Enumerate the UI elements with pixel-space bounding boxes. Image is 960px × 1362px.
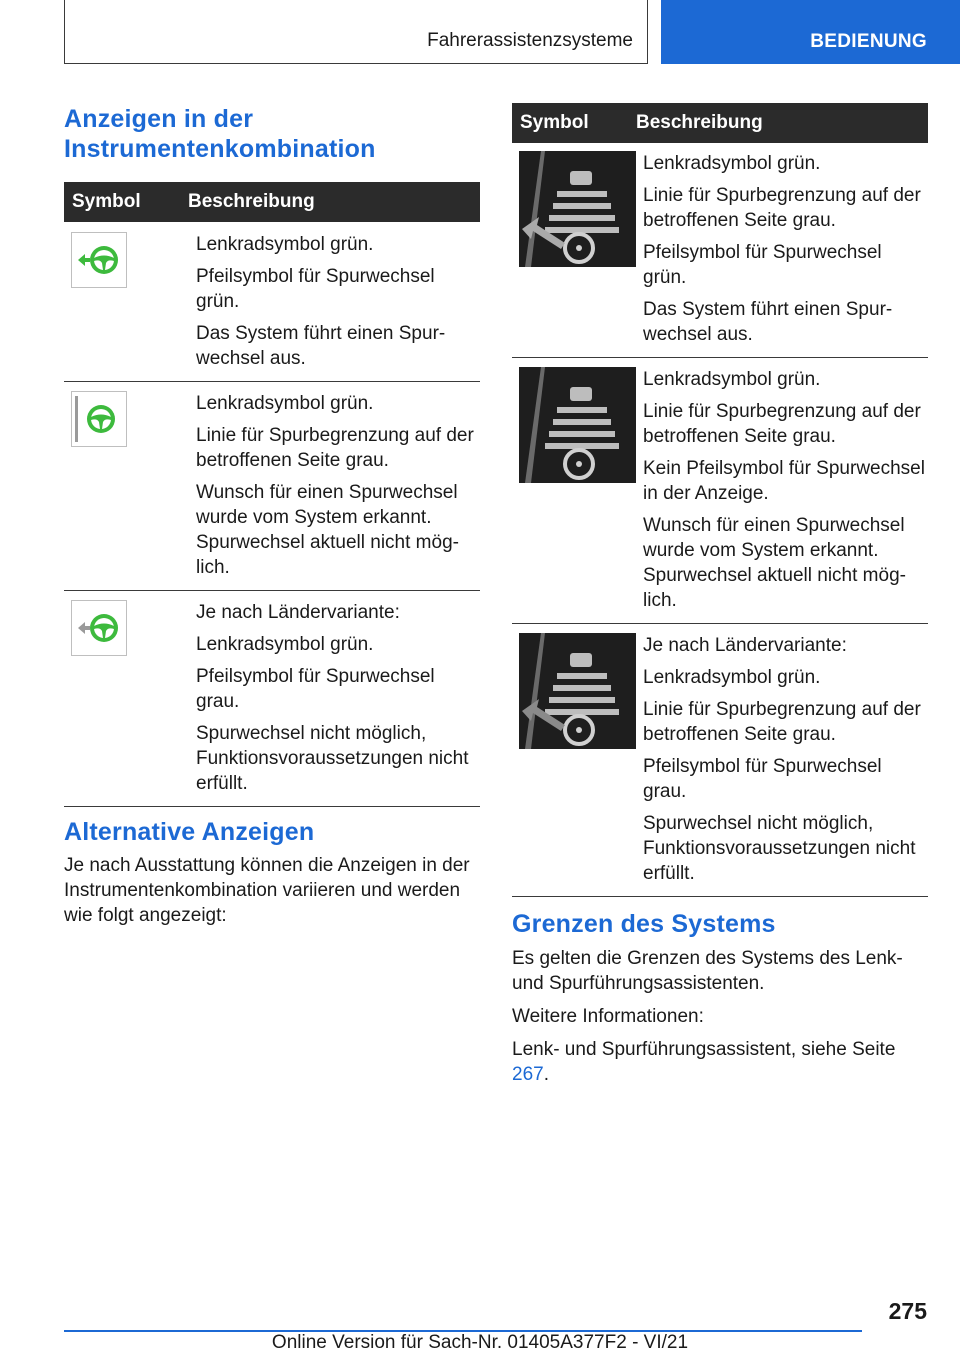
row-line: Je nach Ländervariante: [643, 635, 847, 656]
footer [0, 1332, 960, 1354]
table-row [64, 591, 480, 807]
table-row [512, 143, 928, 358]
row-line: Pfeilsymbol für Spurwechsel grau. [643, 756, 882, 802]
row-line: Spurwechsel nicht möglich, Funktionsvoraussetzungen nicht erfüllt. [196, 723, 469, 794]
header-description: Beschreibung [636, 112, 763, 133]
table-row [64, 222, 480, 382]
table-row [64, 382, 480, 591]
header-description: Beschreibung [188, 191, 315, 212]
table-header [64, 182, 480, 222]
alternative-text: Je nach Ausstattung können die Anzeigen in der Instrumentenkombination variieren und werden wie folgt angezeigt: [64, 855, 470, 926]
table-row [512, 358, 928, 624]
section-heading-alternative: Alternative Anzeigen [64, 818, 315, 846]
page-number: 275 [888, 1298, 927, 1324]
row-line: Linie für Spurbegrenzung auf der betroffenen Seite grau. [196, 425, 474, 471]
reference-end: . [543, 1064, 549, 1085]
row-line: Spurwechsel nicht möglich, Funktionsvoraussetzungen nicht erfüllt. [643, 813, 916, 884]
section-heading-displays: Anzeigen in der Instrumentenkombination [64, 105, 376, 163]
steering-wheel-green-grey-arrow-icon [71, 600, 127, 656]
footer-text: Online Version für Sach-Nr. 01405A377F2 - VI/21 [271, 1332, 689, 1353]
row-line: Kein Pfeilsymbol für Spurwechsel in der Anzeige. [643, 458, 925, 504]
row-line: Lenkradsymbol grün. [196, 234, 374, 255]
row-line: Linie für Spurbegrenzung auf der betroffenen Seite grau. [643, 185, 921, 231]
table-row [512, 624, 928, 897]
table-header [512, 103, 928, 143]
steering-wheel-green-line-icon [71, 391, 127, 447]
row-line: Das System führt einen Spurwechsel aus. [643, 299, 893, 345]
row-line: Wunsch für einen Spurwechsel wurde vom System erkannt. Spurwechsel aktuell nicht möglich. [196, 482, 459, 578]
header-symbol: Symbol [520, 112, 589, 133]
lane-change-display-grey-arrow-icon [519, 633, 636, 749]
row-line: Lenkradsymbol grün. [196, 634, 374, 655]
row-line: Wunsch für einen Spurwechsel wurde vom System erkannt. Spurwechsel aktuell nicht möglich. [643, 515, 906, 611]
symbol-table-right [512, 103, 928, 897]
lane-change-display-arrow-icon [519, 151, 636, 267]
lane-display-no-arrow-icon [519, 367, 636, 483]
row-line: Lenkradsymbol grün. [196, 393, 374, 414]
row-line: Linie für Spurbegrenzung auf der betroffenen Seite grau. [643, 401, 921, 447]
row-line: Linie für Spurbegrenzung auf der betroffenen Seite grau. [643, 699, 921, 745]
row-line: Pfeilsymbol für Spurwechsel grün. [643, 242, 882, 288]
section-title: BEDIENUNG [810, 31, 927, 52]
row-line: Je nach Ländervariante: [196, 602, 400, 623]
section-heading-limits: Grenzen des Systems [512, 910, 776, 938]
limits-text: Es gelten die Grenzen des Systems des Lenk- und Spurführungsassistenten. [512, 948, 903, 994]
row-line: Das System führt einen Spurwechsel aus. [196, 323, 446, 369]
row-line: Lenkradsymbol grün. [643, 667, 821, 688]
row-line: Pfeilsymbol für Spurwechsel grau. [196, 666, 435, 712]
row-line: Lenkradsymbol grün. [643, 369, 821, 390]
more-info-label: Weitere Informationen: [512, 1006, 704, 1027]
reference-text [512, 1037, 928, 1087]
reference-label: Lenk- und Spurführungsassistent, siehe Seite [512, 1039, 896, 1060]
limits-body [512, 946, 928, 1087]
page-reference-link[interactable]: 267 [512, 1064, 544, 1085]
section-tab[interactable] [661, 0, 960, 64]
symbol-table-left [64, 182, 480, 807]
row-line: Lenkradsymbol grün. [643, 153, 821, 174]
chapter-title: Fahrerassistenzsysteme [427, 30, 633, 51]
row-line: Pfeilsymbol für Spurwechsel grün. [196, 266, 435, 312]
header-symbol: Symbol [72, 191, 141, 212]
chapter-header [64, 0, 648, 64]
steering-wheel-green-arrow-icon [71, 232, 127, 288]
